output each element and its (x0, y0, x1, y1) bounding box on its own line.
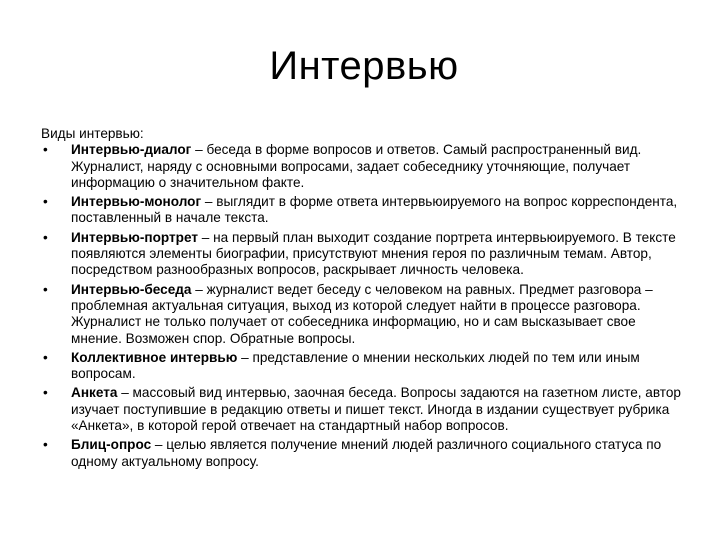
slide-title (0, 44, 720, 89)
bullet: • (43, 349, 48, 365)
item-text: – представление о мнении нескольких людей по тем или иным вопросам. (71, 349, 640, 382)
item-term: Интервью-портрет (71, 229, 198, 245)
intro-text: Виды интервью: (41, 126, 144, 141)
item-text: – беседа в форме вопросов и ответов. Самый распространенный вид. Журналист, наряду с основными вопросами, задает собеседнику уточняющие, получает информацию о значительном факте. (71, 142, 642, 190)
list-item-questionnaire (41, 385, 681, 434)
list-item-portrait (41, 230, 681, 279)
item-term: Интервью-монолог (71, 194, 202, 210)
item-term: Блиц-опрос (71, 437, 152, 453)
item-term: Коллективное интервью (71, 349, 238, 365)
item-text: – целью является получение мнений людей различного социального статуса по одному актуальному вопросу. (71, 437, 662, 469)
list-item-dialog (41, 142, 681, 191)
list-item-collective (41, 350, 681, 383)
bullet: • (43, 385, 48, 401)
item-term: Интервью-беседа (71, 281, 192, 297)
bullet: • (43, 281, 48, 297)
bullet: • (43, 142, 48, 158)
item-text: – массовый вид интервью, заочная беседа. Вопросы задаются на газетном листе, автор изучает поступившие в редакцию ответы и пишет текст. Иногда в издании существует рубрика «Анкета», в которой герой отвечает на стандартный набор вопросов. (71, 385, 681, 434)
list-item-blitz-poll (41, 437, 681, 470)
interview-types-list (41, 142, 681, 470)
item-text: – журналист ведет беседу с человеком на равных. Предмет разговора – проблемная актуальная ситуация, выход из которой следует найти в процессе разговора. Журналист не только получает от собеседника информацию, но и сам высказывает свое мнение. Возможен спор. Обратные вопросы. (71, 281, 653, 346)
list-item-monolog (41, 194, 681, 227)
bullet: • (43, 437, 48, 453)
item-term: Анкета (71, 385, 118, 401)
item-text: – на первый план выходит создание портрета интервьюируемого. В тексте появляются элементы биографии, присутствуют мнения героя по различным темам. Автор, посредством разнообразных вопросов, раскрывает личность человека. (71, 229, 676, 278)
slide-body (41, 126, 681, 470)
list-item-conversation (41, 282, 681, 347)
bullet: • (43, 229, 48, 245)
slide-title-text: Интервью (269, 44, 459, 88)
item-text: – выглядит в форме ответа интервьюируемого на вопрос корреспондента, поставленный в начале текста. (71, 194, 678, 226)
item-term: Интервью-диалог (71, 142, 192, 158)
bullet: • (43, 194, 48, 210)
